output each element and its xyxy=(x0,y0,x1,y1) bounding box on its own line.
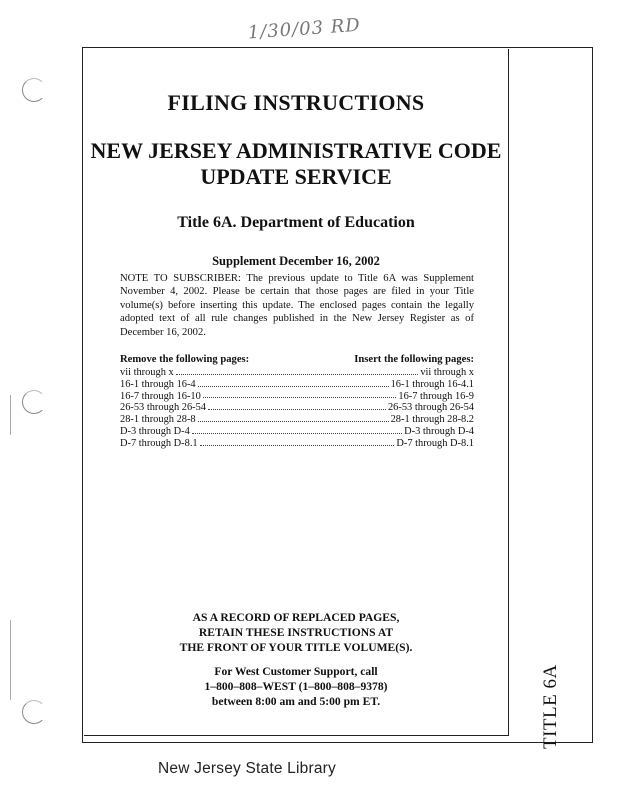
binder-hole xyxy=(22,78,46,102)
record-line: RETAIN THESE INSTRUCTIONS AT xyxy=(198,626,394,639)
remove-pages: D-7 through D-8.1 xyxy=(120,437,198,449)
insert-pages: vii through x xyxy=(420,367,474,378)
table-row xyxy=(120,402,474,414)
supplement-date: Supplement December 16, 2002 xyxy=(212,254,380,268)
code-title-line1: NEW JERSEY ADMINISTRATIVE CODE xyxy=(90,138,502,163)
scan-edge-mark xyxy=(10,620,11,700)
remove-pages: 28-1 through 28-8 xyxy=(120,414,196,426)
pages-table xyxy=(120,367,474,450)
insert-pages: 16-1 through 16-4.1 xyxy=(390,378,474,390)
insert-pages: 26-53 through 26-54 xyxy=(387,402,474,414)
insert-pages: 16-7 through 16-9 xyxy=(398,390,474,402)
remove-header: Remove the following pages: xyxy=(120,354,250,365)
scan-edge-mark xyxy=(10,395,11,435)
pages-table-header xyxy=(120,354,474,365)
support-phone: 1–800–808–WEST (1–800–808–9378) xyxy=(204,680,388,693)
title-section: Title 6A. Department of Education xyxy=(177,214,415,231)
insert-header: Insert the following pages: xyxy=(354,354,474,365)
code-title xyxy=(84,138,508,190)
binder-hole xyxy=(22,390,46,414)
record-instructions xyxy=(84,610,508,655)
support-line: For West Customer Support, call xyxy=(214,665,378,678)
title-tab xyxy=(512,49,591,749)
table-row xyxy=(120,379,474,391)
insert-pages: D-7 through D-8.1 xyxy=(396,437,474,449)
handwritten-annotation: 1/30/03 RD xyxy=(247,14,362,44)
table-row xyxy=(120,391,474,403)
record-line: THE FRONT OF YOUR TITLE VOLUME(S). xyxy=(179,641,413,654)
remove-pages: D-3 through D-4 xyxy=(120,425,190,437)
table-row xyxy=(120,414,474,426)
remove-pages: vii through x xyxy=(120,367,174,378)
code-title-line2: UPDATE SERVICE xyxy=(200,164,392,189)
binder-hole xyxy=(22,700,46,724)
table-row xyxy=(120,367,474,379)
library-stamp: New Jersey State Library xyxy=(158,760,336,777)
insert-pages: D-3 through D-4 xyxy=(404,425,474,437)
support-hours: between 8:00 am and 5:00 pm ET. xyxy=(211,695,381,708)
title-tab-label: TITLE 6A xyxy=(540,664,561,749)
remove-pages: 26-53 through 26-54 xyxy=(120,402,207,414)
subscriber-note: NOTE TO SUBSCRIBER: The previous update to Title 6A was Supplement November 4, 2002. Please be certain that those pages are filed in your Title volume(s) before inserting this update. The enclosed pages contain the legally adopted text of all rule changes published in the New Jersey Register as of December 16, 2002. xyxy=(120,273,474,338)
table-row xyxy=(120,426,474,438)
remove-pages: 16-1 through 16-4 xyxy=(120,378,196,390)
customer-support xyxy=(84,664,508,709)
table-row xyxy=(120,438,474,450)
remove-pages: 16-7 through 16-10 xyxy=(120,390,201,402)
record-line: AS A RECORD OF REPLACED PAGES, xyxy=(192,611,400,624)
page-title: FILING INSTRUCTIONS xyxy=(167,90,425,115)
insert-pages: 28-1 through 28-8.2 xyxy=(390,414,474,426)
